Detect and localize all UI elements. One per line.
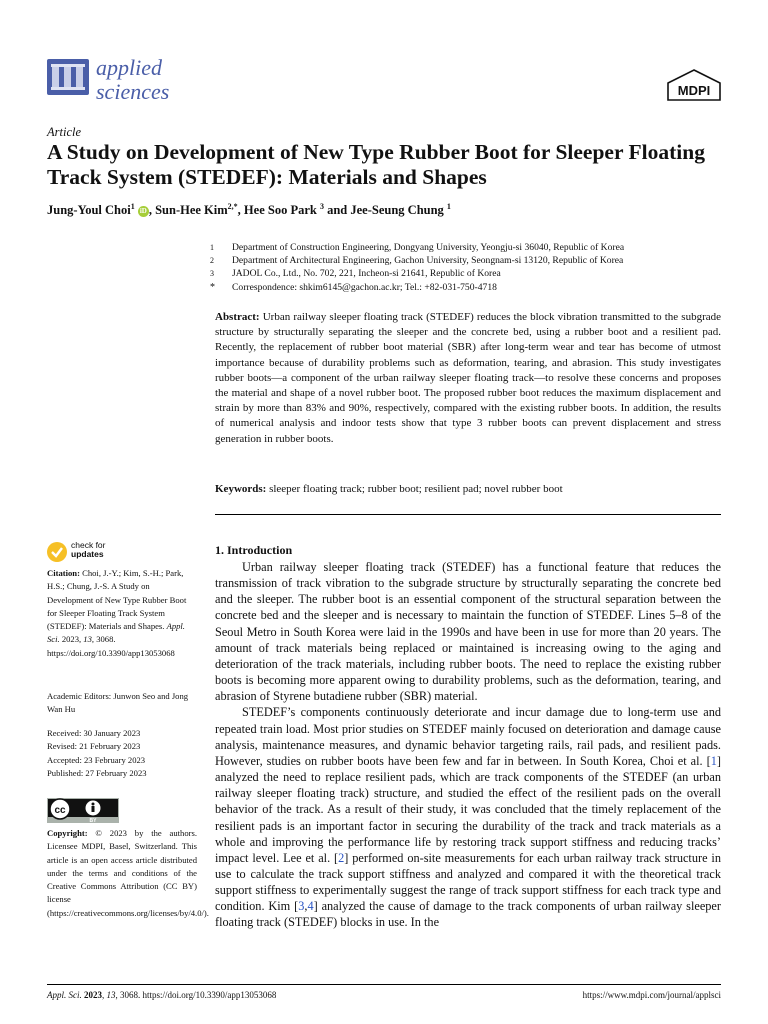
author-affil-sup: 3 bbox=[319, 202, 324, 211]
affiliation-number: 3 bbox=[210, 269, 214, 279]
intro-text-segment: , bbox=[304, 899, 308, 914]
journal-name bbox=[96, 56, 169, 104]
intro-text-segment: ] performed on-site measurements for each urban railway track structure in use to calculate the track support stiffness and analyzed and compared it with the theoretical track support stiffness to experimentally suggest the range of track support stiffness for each track type and condition. Kim [ bbox=[215, 850, 721, 914]
affiliation-text: Department of Architectural Engineering, Gachon University, Seongnam-si 13120, Republic of Korea bbox=[232, 255, 624, 267]
citation-journal: Appl. Sci. bbox=[47, 621, 185, 645]
check-icon bbox=[46, 541, 68, 563]
journal-name-line2: sciences bbox=[96, 79, 170, 104]
citation: Citation: Choi, J.-Y.; Kim, S.-H.; Park, H.S.; Chung, J.-S. A Study on Development of New Type Rubber Boot for Sleeper Floating Track System (STEDEF): Materials and Shapes. Appl. Sci. 2023, 13, 3068. https://doi.org/10.3390/app13053068 bbox=[47, 568, 187, 658]
affiliation-item bbox=[210, 267, 730, 280]
received-date: Received: 30 January 2023 bbox=[47, 728, 141, 738]
applied-sciences-logo bbox=[47, 59, 89, 95]
author-affil-sup: 1 bbox=[446, 202, 451, 211]
section-divider bbox=[215, 514, 721, 515]
intro-paragraph-1: Urban railway sleeper floating track (STEDEF) has a functional feature that reduces the transmission of track vibration to the subgrade structure by structurally separating the concrete bed and the sleeper. The rubber boot is an essential component of the structural separation between the concrete bed and the sleeper and is necessary to maintain the function of STEDEF. Lines 5–8 of the Seoul Metro in South Korea were laid in the 1990s and have been in use for more than 20 years. The amount of track materials being replaced or maintained is increasing owing to the aging and deterioration of the track materials, including rubber boots. The need to replace the existing rubber boots is becoming more apparent owing to durability problems, such as the deformation, tearing, and abrasion of Styrene butadiene rubber (SBR) material. bbox=[215, 560, 721, 704]
check-for-updates-badge[interactable] bbox=[46, 540, 166, 564]
accepted-date: Accepted: 23 February 2023 bbox=[47, 754, 146, 765]
footer-volume: 13 bbox=[106, 990, 116, 1000]
mdpi-logo bbox=[666, 69, 722, 101]
abstract bbox=[215, 310, 721, 447]
footer-divider bbox=[47, 984, 721, 985]
affiliation-number: 1 bbox=[210, 243, 214, 252]
cc-label: BY bbox=[89, 818, 97, 823]
keywords-label: Keywords: bbox=[215, 483, 267, 495]
author-and: and bbox=[323, 203, 351, 218]
footer-journal-url[interactable]: https://www.mdpi.com/journal/applsci bbox=[582, 990, 721, 1000]
author-separator: , bbox=[148, 203, 156, 218]
affiliation-item bbox=[210, 254, 730, 267]
citation-link[interactable]: 4 bbox=[307, 899, 314, 914]
intro-text-segment: STEDEF’s components continuously deteriorate and incur damage due to long-term use and repeated train load. Most prior studies on STEDEF mainly focused on deterioration and damage cause analysis, maintenance measures, and dynamic behavior targeting rails, rail pads, and resilient pads. However, studies on rubber boots have been few and far in between. In South Korea, Choi et al. [ bbox=[215, 705, 721, 768]
intro-text-segment: ] analyzed the cause of damage to the track components of urban railway sleeper floating track (STEDEF) blocks in use. In the bbox=[215, 899, 721, 930]
copyright-label: Copyright: bbox=[47, 828, 88, 838]
check-line1: check for bbox=[71, 540, 106, 550]
citation-label: Citation: bbox=[47, 568, 80, 578]
published-date: Published: 27 February 2023 bbox=[47, 767, 147, 778]
abstract-label: Abstract: bbox=[215, 311, 260, 323]
footer-year: 2023 bbox=[84, 990, 102, 1000]
svg-text:cc: cc bbox=[54, 805, 66, 816]
author-name[interactable]: Jung-Youl Choi bbox=[47, 203, 131, 218]
citation-link[interactable]: 3 bbox=[298, 899, 305, 914]
author-separator: , bbox=[237, 203, 244, 218]
abstract-text: Urban railway sleeper floating track (STEDEF) reduces the block vibration transmitted to the subgrade structure by structurally separating the sleeper and the concrete bed, using a rubber boot and a resilient pad. Recently, the replacement of rubber boot material (SBR) after long-term wear and tear has become of utmost importance because of durability problems such as deformation, tearing, and abrasion. This study investigates rubber boots—a component of the urban railway sleeper floating track—to resolve these concerns and proposes the material and shape of a novel rubber boot. The proposed rubber boot reduces the maximum displacement and strain by more than 83% and 90%, respectively, compared with the existing rubber boots. In addition, the results of numerical analysis and indoor tests show that type 3 rubber boots can prevent displacement and stress generation in rubber boots. bbox=[215, 311, 721, 445]
affiliation-number: * bbox=[210, 281, 215, 293]
copyright-text: © 2023 by the authors. Licensee MDPI, Basel, Switzerland. This article is an open access article distributed under the terms and conditions of the Creative Commons Attribution (CC BY) license (https://creativecommons.org/licenses/by/4.0/). bbox=[47, 828, 209, 918]
footer-doi[interactable]: , 3068. https://doi.org/10.3390/app13053068 bbox=[115, 990, 277, 1000]
keywords bbox=[215, 482, 721, 497]
paper-title: A Study on Development of New Type Rubber Boot for Sleeper Floating Track System (STEDEF): Materials and Shapes bbox=[47, 140, 705, 189]
affiliation-item bbox=[210, 281, 730, 294]
affiliations bbox=[210, 241, 730, 294]
cc-by-license-icon[interactable] bbox=[47, 798, 119, 823]
affiliation-number: 2 bbox=[210, 256, 214, 266]
author-list bbox=[47, 202, 451, 218]
affiliation-text: Correspondence: shkim6145@gachon.ac.kr; Tel.: +82-031-750-4718 bbox=[232, 281, 497, 293]
citation-doi[interactable]: , 3068. https://doi.org/10.3390/app13053068 bbox=[47, 634, 175, 658]
citation-text: Choi, J.-Y.; Kim, S.-H.; Park, H.S.; Chung, J.-S. A Study on Development of New Type Rubber Boot for Sleeper Floating Track System (STEDEF): Materials and Shapes. bbox=[47, 568, 187, 632]
affiliation-text: JADOL Co., Ltd., No. 702, 221, Incheon-si 21641, Republic of Korea bbox=[232, 268, 501, 280]
affiliation-text: Department of Construction Engineering, Dongyang University, Yeongju-si 36040, Republic of Korea bbox=[232, 242, 625, 253]
section-heading: 1. Introduction bbox=[215, 543, 293, 557]
citation-volume: 13 bbox=[83, 634, 92, 645]
affiliation-item bbox=[210, 241, 730, 254]
copyright-notice bbox=[47, 827, 209, 920]
orcid-icon[interactable]: iD bbox=[139, 207, 147, 216]
check-line2: updates bbox=[71, 549, 104, 559]
intro-body bbox=[215, 559, 721, 931]
citation-link[interactable]: 2 bbox=[338, 850, 345, 865]
intro-paragraph-2 bbox=[215, 704, 721, 930]
academic-editors: Academic Editors: Junwon Seo and Jong Wan Hu bbox=[47, 691, 189, 715]
article-type: Article bbox=[47, 125, 82, 139]
author-name[interactable]: Hee Soo Park bbox=[243, 203, 317, 218]
citation-year: 2023 bbox=[61, 634, 79, 645]
author-name[interactable]: Sun-Hee Kim bbox=[155, 203, 228, 218]
author-affil-sup: 1 bbox=[130, 202, 135, 211]
author-name[interactable]: Jee-Seung Chung bbox=[350, 203, 444, 218]
author-affil-sup: 2,* bbox=[227, 202, 238, 211]
footer-journal: Appl. Sci. bbox=[47, 990, 82, 1000]
intro-text-segment: ] analyzed the need to replace resilient pads, which are track components of the STEDEF (an urban railway sleeper floating track) structure, and studied the effect of the resilient pads on the overall behavior of the track. As a result of their study, it was concluded that the timely replacement of the resilient pads is an important factor in securing the durability of the track and track materials as a whole and improving the performance life by restoring track support stiffness and reducing tracks’ impact level. Lee et al. [ bbox=[215, 753, 721, 865]
publication-dates bbox=[47, 727, 197, 780]
citation-link[interactable]: 1 bbox=[710, 753, 717, 768]
footer-citation: Appl. Sci. 2023, 13, 3068. https://doi.org/10.3390/app13053068 bbox=[47, 990, 277, 1000]
keywords-text: sleeper floating track; rubber boot; resilient pad; novel rubber boot bbox=[269, 483, 563, 495]
journal-name-line1: applied bbox=[96, 55, 162, 80]
mdpi-logo-text: MDPI bbox=[677, 83, 711, 98]
revised-date: Revised: 21 February 2023 bbox=[47, 741, 141, 752]
